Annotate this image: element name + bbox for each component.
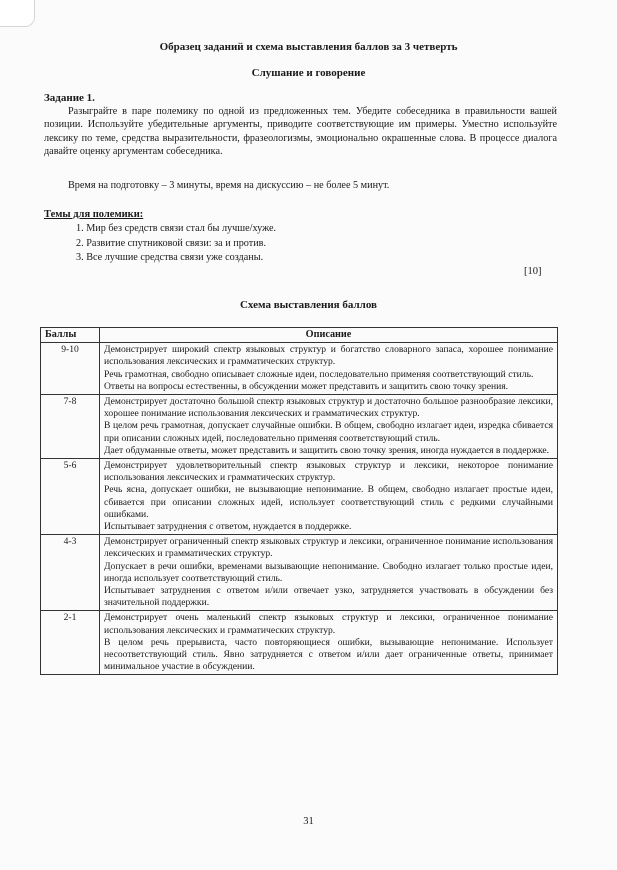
task-heading: Задание 1. — [44, 92, 95, 104]
table-row — [41, 395, 558, 459]
table-row — [41, 343, 558, 395]
score-cell: 2-1 — [41, 611, 100, 675]
score-cell: 5-6 — [41, 459, 100, 535]
description-paragraph: Демонстрирует ограниченный спектр языковых структур и лексики, ограниченное понимание использования лексических и грамматических структур. — [104, 536, 553, 560]
table-row — [41, 611, 558, 675]
description-paragraph: В целом речь прерывиста, часто повторяющиеся ошибки, вызывающие непонимание. Использует несоответствующий стиль. Явно затрудняется с ответом и/или дает ограниченные ответы, принимает минимальное участие в обсуждении. — [104, 636, 553, 673]
description-paragraph: В целом речь грамотная, допускает случайные ошибки. В общем, свободно излагает идеи, изредка сбивается при описании сложных идей, последовательно применяя соответствующий стиль. — [104, 420, 553, 444]
section-title: Слушание и говорение — [251, 67, 366, 79]
task-instructions: Разыграйте в паре полемику по одной из предложенных тем. Убедите собеседника в правильности вашей позиции. Используйте убедительные аргументы, приводите соответствующие им примеры. Уместно используйте лексику по теме, средства выразительности, фразеологизмы, эмоционально окрашенные слова. В процессе диалога давайте оценку аргументам собеседника. — [44, 106, 557, 158]
description-paragraph: Речь ясна, допускает ошибки, не вызывающие непонимание. В общем, свободно излагает простые идеи, сбивается при описании сложных идей, использует соответствующий стиль с редкими случайными ошибками. — [104, 484, 553, 520]
description-paragraph: Демонстрирует удовлетворительный спектр языковых структур и лексики, некоторое понимание использования лексических и грамматических структур. — [104, 460, 553, 484]
scoring-table — [40, 327, 558, 675]
table-row — [41, 535, 558, 611]
score-cell: 7-8 — [41, 395, 100, 459]
viewer-corner-tab[interactable] — [0, 0, 35, 27]
description-paragraph: Демонстрирует очень маленький спектр языковых структур и лексики, ограниченное понимание использования лексических и грамматических структур. — [104, 612, 553, 636]
description-cell — [100, 611, 558, 675]
description-paragraph: Допускает в речи ошибки, временами вызывающие непонимание. Свободно излагает только простые идеи, иногда использует соответствующий стиль. — [104, 560, 553, 584]
task-time-limit: Время на подготовку – 3 минуты, время на дискуссию – не более 5 минут. — [68, 180, 390, 191]
topic-item: 1. Мир без средств связи стал бы лучше/хуже. — [76, 223, 277, 234]
topic-item: 3. Все лучшие средства связи уже созданы. — [76, 252, 264, 263]
page-number: 31 — [303, 816, 314, 827]
column-header-description: Описание — [100, 328, 558, 343]
column-header-score: Баллы — [41, 328, 100, 343]
score-cell: 4-3 — [41, 535, 100, 611]
description-paragraph: Испытывает затруднения с ответом и/или отвечает узко, затрудняется участвовать в обсуждении без значительной поддержки. — [104, 585, 553, 609]
table-row — [41, 459, 558, 535]
task-points: [10] — [524, 266, 542, 277]
description-paragraph: Дает обдуманные ответы, может представить и защитить свою точку зрения, иногда нуждается в поддержке. — [104, 444, 550, 456]
description-paragraph: Ответы на вопросы естественны, в обсуждении может представить и защитить свою точку зрения. — [104, 380, 509, 392]
description-paragraph: Демонстрирует достаточно большой спектр языковых структур и достаточно большое разнообразие лексики, хорошее понимание использования лексических и грамматических структур. — [104, 396, 553, 420]
description-paragraph: Речь грамотная, свободно описывает сложные идеи, последовательно применяя соответствующий стиль. — [104, 368, 534, 380]
scheme-title: Схема выставления баллов — [239, 299, 377, 311]
table-header-row — [41, 328, 558, 343]
description-paragraph: Испытывает затруднения с ответом, нуждается в поддержке. — [104, 521, 352, 533]
topics-list — [76, 222, 276, 266]
score-cell: 9-10 — [41, 343, 100, 395]
description-cell — [100, 343, 558, 395]
document-title: Образец заданий и схема выставления баллов за 3 четверть — [159, 41, 458, 53]
topics-heading: Темы для полемики: — [44, 209, 144, 220]
topic-item: 2. Развитие спутниковой связи: за и против. — [76, 237, 267, 249]
description-paragraph: Демонстрирует широкий спектр языковых структур и богатство словарного запаса, хорошее понимание использования лексических и грамматических структур. — [104, 344, 553, 368]
description-cell — [100, 459, 558, 535]
description-cell — [100, 535, 558, 611]
description-cell — [100, 395, 558, 459]
